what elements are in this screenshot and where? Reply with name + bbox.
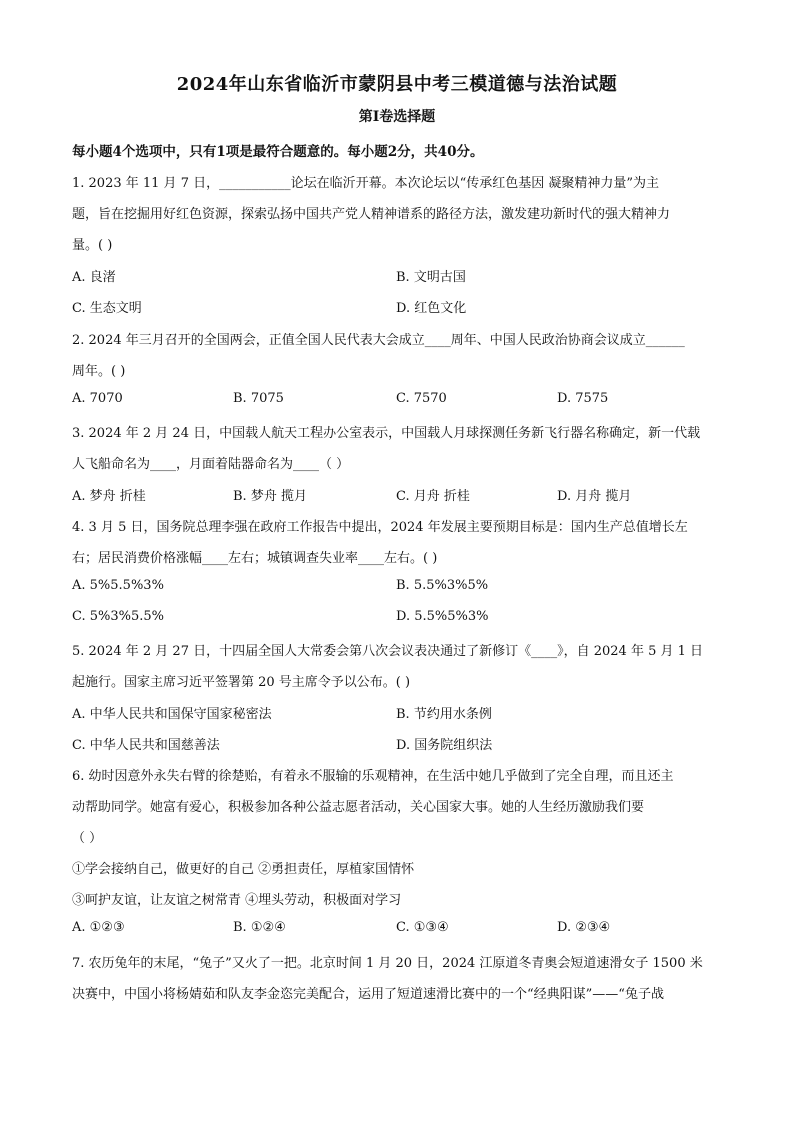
question-6-option-a: A. ①②③ (72, 920, 125, 935)
question-2-option-b: B. 7075 (233, 391, 284, 406)
question-3-option-d: D. 月舟 揽月 (557, 489, 632, 504)
question-7-line-2: 决赛中，中国小将杨婧茹和队友李金恣完美配合，运用了短道速滑比赛中的一个“经典阳谋”——“兔子战 (72, 987, 664, 1002)
question-1-option-a: A. 良渚 (72, 270, 116, 285)
question-4-option-c: C. 5%3%5.5% (72, 609, 165, 624)
question-2-option-a: A. 7070 (72, 391, 123, 406)
question-6-line-3: （ ） (72, 831, 103, 846)
question-6-option-d: D. ②③④ (557, 920, 611, 935)
section-title: 第Ⅰ卷选择题 (358, 109, 436, 125)
question-1-option-b: B. 文明古国 (396, 270, 466, 285)
question-7-line-1: 7. 农历兔年的末尾，“兔子”又火了一把。北京时间 1 月 20 日，2024 江原道冬青奥会短道速滑女子 1500 米 (72, 956, 703, 971)
question-1-line-1: 1. 2023 年 11 月 7 日，___________论坛在临沂开幕。本次论坛以“传承红色基因 凝聚精神力量”为主 (72, 176, 660, 191)
question-2-option-c: C. 7570 (396, 391, 447, 406)
question-6-line-1: 6. 幼时因意外永失右臂的徐楚贻，有着永不服输的乐观精神，在生活中她几乎做到了完全自理，而且还主 (72, 769, 674, 784)
question-6-option-c: C. ①③④ (396, 920, 449, 935)
instructions: 每小题4个选项中，只有1项是最符合题意的。每小题2分，共40分。 (72, 144, 484, 160)
question-3-line-2: 人飞船命名为____，月面着陆器命名为____（ ） (72, 457, 350, 472)
question-2-line-1: 2. 2024 年三月召开的全国两会，正值全国人民代表大会成立____周年、中国人民政治协商会议成立______ (72, 333, 685, 348)
question-5-line-1: 5. 2024 年 2 月 27 日，十四届全国人大常委会第八次会议表决通过了新修订《____》，自 2024 年 5 月 1 日 (72, 644, 704, 659)
question-1-line-3: 量。( ) (72, 238, 113, 253)
question-4-line-1: 4. 3 月 5 日，国务院总理李强在政府工作报告中提出，2024 年发展主要预期目标是：国内生产总值增长左 (72, 520, 688, 535)
question-3-line-1: 3. 2024 年 2 月 24 日，中国载人航天工程办公室表示，中国载人月球探测任务新飞行器名称确定，新一代载 (72, 426, 701, 441)
question-6-statement-1-2: ①学会接纳自己，做更好的自己 ②勇担责任，厚植家国情怀 (72, 862, 415, 877)
question-6-statement-3-4: ③呵护友谊，让友谊之树常青 ④埋头劳动，积极面对学习 (72, 893, 402, 908)
question-1-line-2: 题，旨在挖掘用好红色资源，探索弘扬中国共产党人精神谱系的路径方法，激发建功新时代的强大精神力 (72, 207, 671, 222)
question-4-option-a: A. 5%5.5%3% (72, 578, 164, 593)
question-3-option-b: B. 梦舟 揽月 (233, 489, 307, 504)
question-4-option-b: B. 5.5%3%5% (396, 578, 489, 593)
question-6-option-b: B. ①②④ (233, 920, 286, 935)
question-4-option-d: D. 5.5%5%3% (396, 609, 489, 624)
question-4-line-2: 右；居民消费价格涨幅____左右；城镇调查失业率____左右。( ) (72, 551, 438, 566)
question-3-option-a: A. 梦舟 折桂 (72, 489, 146, 504)
question-2-line-2: 周年。( ) (72, 364, 126, 379)
question-5-option-c: C. 中华人民共和国慈善法 (72, 738, 220, 753)
page-title: 2024年山东省临沂市蒙阴县中考三模道德与法治试题 (176, 74, 618, 95)
question-5-line-2: 起施行。国家主席习近平签署第 20 号主席令予以公布。( ) (72, 675, 411, 690)
question-2-option-d: D. 7575 (557, 391, 609, 406)
question-1-option-d: D. 红色文化 (396, 301, 467, 316)
question-5-option-b: B. 节约用水条例 (396, 707, 492, 722)
question-3-option-c: C. 月舟 折桂 (396, 489, 470, 504)
question-6-line-2: 动帮助同学。她富有爱心，积极参加各种公益志愿者活动，关心国家大事。她的人生经历激励我们要 (72, 800, 645, 815)
question-1-option-c: C. 生态文明 (72, 301, 142, 316)
question-5-option-a: A. 中华人民共和国保守国家秘密法 (72, 707, 272, 722)
question-5-option-d: D. 国务院组织法 (396, 738, 493, 753)
